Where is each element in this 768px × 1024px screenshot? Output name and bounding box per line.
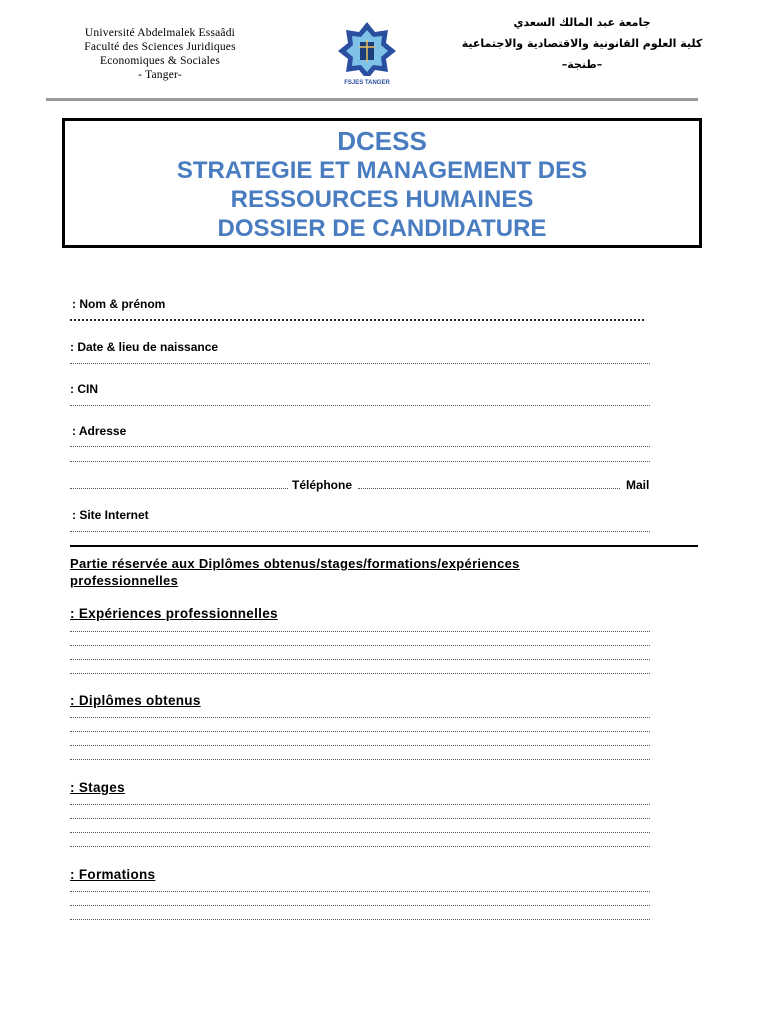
- input-line-cin[interactable]: [70, 404, 650, 406]
- header-right-line: جامعة عبد المالك السعدي: [513, 16, 651, 29]
- label-cin: : CIN: [70, 382, 98, 396]
- label-site-internet: : Site Internet: [72, 508, 149, 522]
- input-line-mail[interactable]: [358, 478, 620, 489]
- title-program-code: DCESS: [337, 126, 427, 156]
- phone-mail-row: [70, 478, 670, 492]
- input-line-formations[interactable]: [70, 918, 650, 920]
- logo-caption: FSJES TANGER: [344, 80, 390, 86]
- label-telephone: Téléphone: [292, 478, 353, 492]
- input-line-diplomes[interactable]: [70, 758, 650, 760]
- header-right-line: –طنجة–: [561, 58, 603, 71]
- label-adresse: : Adresse: [72, 424, 127, 438]
- header-right-line: كلية العلوم القانونية والاقتصادية والاجتماعية: [461, 37, 703, 50]
- input-line-stages[interactable]: [70, 831, 650, 833]
- title-box: [62, 118, 702, 248]
- heading-formations: : Formations: [70, 867, 156, 882]
- university-name-ar: [452, 12, 712, 75]
- input-line-adresse[interactable]: [70, 460, 650, 462]
- title-line: STRATEGIE ET MANAGEMENT DES: [176, 157, 588, 184]
- header-left-line: - Tanger-: [138, 69, 182, 81]
- input-line-diplomes[interactable]: [70, 744, 650, 746]
- label-nom-prenom: : Nom & prénom: [72, 297, 166, 311]
- heading-diplomes: : Diplômes obtenus: [70, 693, 201, 708]
- input-line-formations[interactable]: [70, 890, 650, 892]
- input-line-experiences[interactable]: [70, 630, 650, 632]
- heading-experiences: : Expériences professionnelles: [70, 606, 278, 621]
- input-line-experiences[interactable]: [70, 658, 650, 660]
- input-line-adresse[interactable]: [70, 445, 650, 447]
- heading-stages: : Stages: [70, 780, 125, 795]
- input-line-experiences[interactable]: [70, 644, 650, 646]
- input-line-telephone[interactable]: [70, 478, 288, 489]
- header-left-line: Université Abdelmalek Essaâdi: [84, 27, 236, 39]
- header-divider: [46, 98, 698, 101]
- input-line-experiences[interactable]: [70, 672, 650, 674]
- input-line-site[interactable]: [70, 530, 650, 532]
- title-line: RESSOURCES HUMAINES: [230, 186, 534, 213]
- header-left-line: Faculté des Sciences Juridiques: [84, 41, 236, 53]
- input-line-stages[interactable]: [70, 803, 650, 805]
- input-line-diplomes[interactable]: [70, 730, 650, 732]
- label-mail: Mail: [626, 478, 650, 492]
- input-line-date-lieu[interactable]: [70, 362, 650, 364]
- part-title: Partie réservée aux Diplômes obtenus/stages/formations/expériences professionnelles: [70, 556, 520, 588]
- input-line-nom-prenom[interactable]: [70, 319, 644, 321]
- input-line-stages[interactable]: [70, 845, 650, 847]
- label-date-lieu-naissance: : Date & lieu de naissance: [70, 340, 219, 354]
- input-line-stages[interactable]: [70, 817, 650, 819]
- input-line-diplomes[interactable]: [70, 716, 650, 718]
- university-name-fr: [40, 26, 280, 82]
- title-document-type: DOSSIER DE CANDIDATURE: [217, 215, 547, 242]
- header-left-line: Economiques & Sociales: [99, 55, 221, 67]
- section-divider: [70, 545, 698, 547]
- input-line-formations[interactable]: [70, 904, 650, 906]
